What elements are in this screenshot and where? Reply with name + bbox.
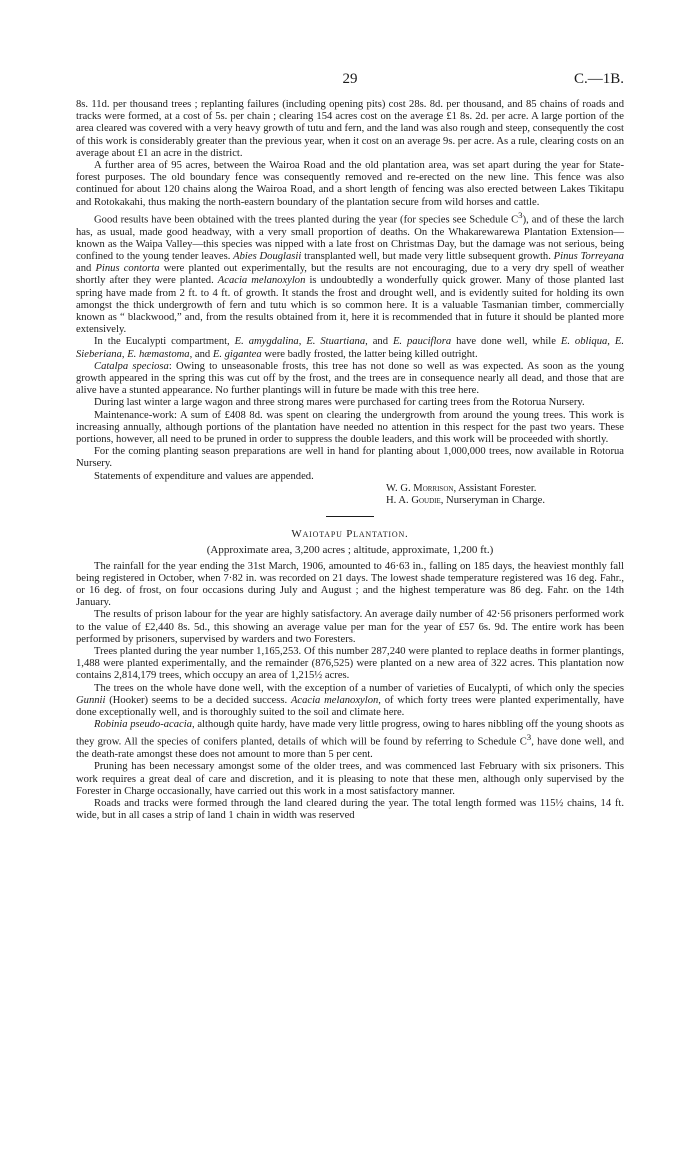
paragraph: The trees on the whole have done well, with the exception of a number of varieties of Eucalypti, of which only the species Gunnii (Hooker) seems to be a decided success. Acacia melanoxylon, of which forty trees were planted experimentally, have done exceptionally well, and is thoroughly suited to the soil and climate here. (76, 682, 624, 719)
paragraph: Trees planted during the year number 1,165,253. Of this number 287,240 were planted to replace deaths in former plantings, 1,488 were planted experimentally, and the remainder (876,525) were planted on a new area of 322 acres. This plantation now contains 2,814,179 trees, which occupy an area of 1,215½ acres. (76, 646, 624, 682)
paragraph: Catalpa speciosa: Owing to unseasonable frosts, this tree has not done so well as was expected. As soon as the young growth appeared in the spring this was cut off by the frost, and the trees are in consequence nearly all dead, and those that are alive have a stunted appearance. No further plantings will in future be made with this tree here. (76, 360, 624, 397)
paragraph: The results of prison labour for the year are highly satisfactory. An average daily number of 42·56 prisoners performed work to the value of £2,440 8s. 5d., this showing an average value per man for the year of £57 6s. 9d. The entire work has been performed by prisoners, supervised by warders and two Foresters. (76, 609, 624, 645)
paragraph: During last winter a large wagon and three strong mares were purchased for carting trees from the Rotorua Nursery. (94, 397, 585, 409)
paragraph: Roads and tracks were formed through the land cleared during the year. The total length formed was 115½ chains, 14 ft. wide, but in all cases a strip of land 1 chain in width was reserved (76, 798, 624, 822)
paragraph: In the Eucalypti compartment, E. amygdalina, E. Stuartiana, and E. pauciflora have done well, while E. obliqua, E. Sieberiana, E. hæmastoma, and E. gigantea were badly frosted, the latter being killed outright. (76, 336, 625, 360)
paragraph: Robinia pseudo-acacia, although quite hardy, have made very little progress, owing to hares nibbling off the young shoots as they grow. All the species of conifers planted, details of which will be found by referring to Schedule $C^3$, have done well, and the death-rate amongst these does not amount to more than 5 per cent. (76, 719, 624, 761)
paragraph: For the coming planting season preparations are well in hand for planting about 1,000,000 trees, now available in Rotorua Nursery. (76, 446, 624, 470)
report-body (76, 99, 624, 822)
paragraph: Pruning has been necessary amongst some of the older trees, and was commenced last February with six prisoners. This work requires a great deal of care and discretion, and it is pleasing to note that these men, although only supervised by the Forester in Charge occasionally, have carried out this work in a most satisfactory manner. (76, 761, 624, 797)
paragraph: Statements of expenditure and values are appended. (94, 470, 314, 482)
paragraph: Good results have been obtained with the trees planted during the year (for species see Schedule $C^3$), and of these the larch has, as usual, made good headway, with a very small proportion of deaths. On the Whakarewarewa Plantation Extension—known as the Waipa Valley—this species was nipped with a late frost on Christmas Day, but the damage was not serious, being confined to the young tender leaves. Abies Douglasii transplanted well, but made very little subsequent growth. Pinus Torreyana and Pinus contorta were planted out experimentally, but the results are not encouraging, due to a very dry spell of weather shortly after they were planted. Acacia melanoxylon is undoubtedly a wonderfully quick grower. Many of those planted last spring have made from 2 ft. to 4 ft. of growth. It stands the frost and drought well, and is evidently suited for holding its own amongst the thick undergrowth of fern and tutu which is so common here. It is a valuable Tasmanian timber, commercially known as “ blackwood,” and, from the results obtained from it, here it is recommended that in future it should be planted more extensively. (76, 209, 625, 336)
section-title: Waiotapu Plantation. (291, 528, 409, 541)
signature-line: H. A. Goudie, Nurseryman in Charge. (386, 495, 545, 507)
paragraph: A further area of 95 acres, between the Wairoa Road and the old plantation area, was set apart during the year for State-forest purposes. The old boundary fence was consequently removed and re-erected on the new line. This fence was also continued for about 120 chains along the Wairoa Road, and a short length of fencing was also erected between Lakes Tikitapu and Rotokakahi, thus making the north-eastern boundary of the plantation secure from wild horses and cattle. (76, 160, 624, 208)
page-number: 29 (342, 71, 358, 87)
section-subtitle: (Approximate area, 3,200 acres ; altitude, approximate, 1,200 ft.) (206, 544, 494, 557)
section-divider (326, 516, 374, 517)
paragraph: The rainfall for the year ending the 31st March, 1906, amounted to 46·63 in., falling on 185 days, the heaviest monthly fall being registered in October, when 7·82 in. was recorded on 21 days. The lowest shade temperature registered was 16 deg. Fahr., or 16 deg. of frost, on four occasions during July and August ; and the highest temperature was 86 deg. Fahr. on the 14th January. (76, 560, 624, 609)
document-code: C.—1B. (573, 71, 624, 87)
paragraph: 8s. 11d. per thousand trees ; replanting failures (including opening pits) cost 28s. 8d. per thousand, and 85 chains of roads and tracks were formed, at a cost of 5s. per chain ; clearing 154 acres cost on the average £1 8s. 2d. per acre. A large portion of the area cleared was covered with a very heavy growth of tutu and fern, and the land was also rough and steep, consequently the cost of this work is considerably greater than the previous year, when it cost on an average 9s. per acre. As a rule, clearing costs on an average about £1 an acre in the district. (76, 99, 624, 159)
signature-line: W. G. Morrison, Assistant Forester. (386, 482, 537, 494)
paragraph: Maintenance-work: A sum of £408 8d. was spent on clearing the undergrowth from around the young trees. This work is increasing annually, although portions of the plantation have needed no attention in this respect for the past two years. These portions, however, all need to be pruned in order to suppress the double leaders, and this work will be proceeded with shortly. (76, 409, 624, 446)
